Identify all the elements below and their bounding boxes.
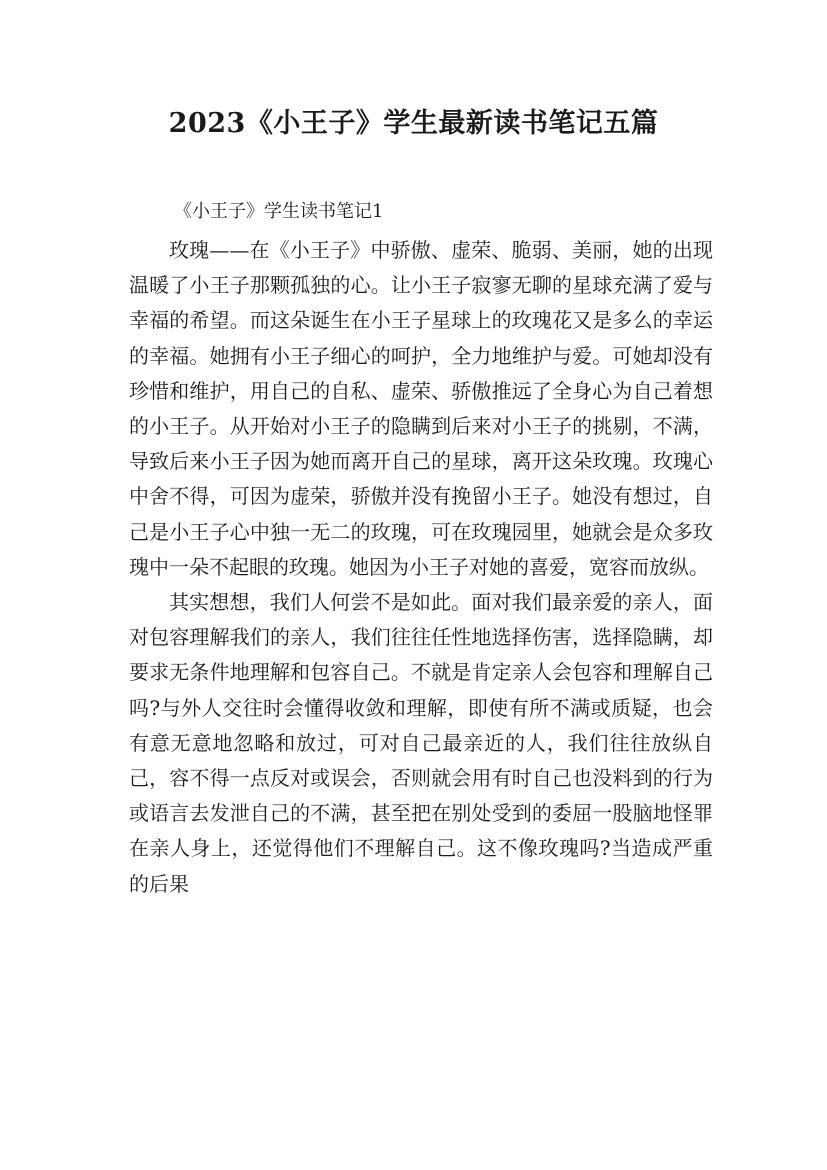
paragraph: 玫瑰——在《小王子》中骄傲、虚荣、脆弱、美丽，她的出现温暖了小王子那颗孤独的心。让小王子寂寥无聊的星球充满了爱与幸福的希望。而这朵诞生在小王子星球上的玫瑰花又是多么的幸运的幸福。她拥有小王子细心的呵护，全力地维护与爱。可她却没有珍惜和维护，用自己的自私、虚荣、骄傲推远了全身心为自己着想的小王子。从开始对小王子的隐瞒到后来对小王子的挑剔，不满，导致后来小王子因为她而离开自己的星球，离开这朵玫瑰。玫瑰心中舍不得，可因为虚荣，骄傲并没有挽留小王子。她没有想过，自己是小王子心中独一无二的玫瑰，可在玫瑰园里，她就会是众多玫瑰中一朵不起眼的玫瑰。她因为小王子对她的喜爱，宽容而放纵。 [129, 238, 713, 579]
section-heading: 《小王子》学生读书笔记1 [174, 201, 384, 222]
paragraph: 其实想想，我们人何尝不是如此。面对我们最亲爱的亲人，面对包容理解我们的亲人，我们往往任性地选择伤害，选择隐瞒，却要求无条件地理解和包容自己。不就是肯定亲人会包容和理解自己吗?与外人交往时会懂得收敛和理解，即使有所不满或质疑，也会有意无意地忽略和放过，可对自己最亲近的人，我们往往放纵自己，容不得一点反对或误会，否则就会用有时自己也没料到的行为或语言去发泄自己的不满，甚至把在别处受到的委屈一股脑地怪罪在亲人身上，还觉得他们不理解自己。这不像玫瑰吗?当造成严重的后果 [129, 590, 713, 896]
document-title: 2023《小王子》学生最新读书笔记五篇 [168, 108, 659, 139]
document-body [129, 233, 713, 902]
